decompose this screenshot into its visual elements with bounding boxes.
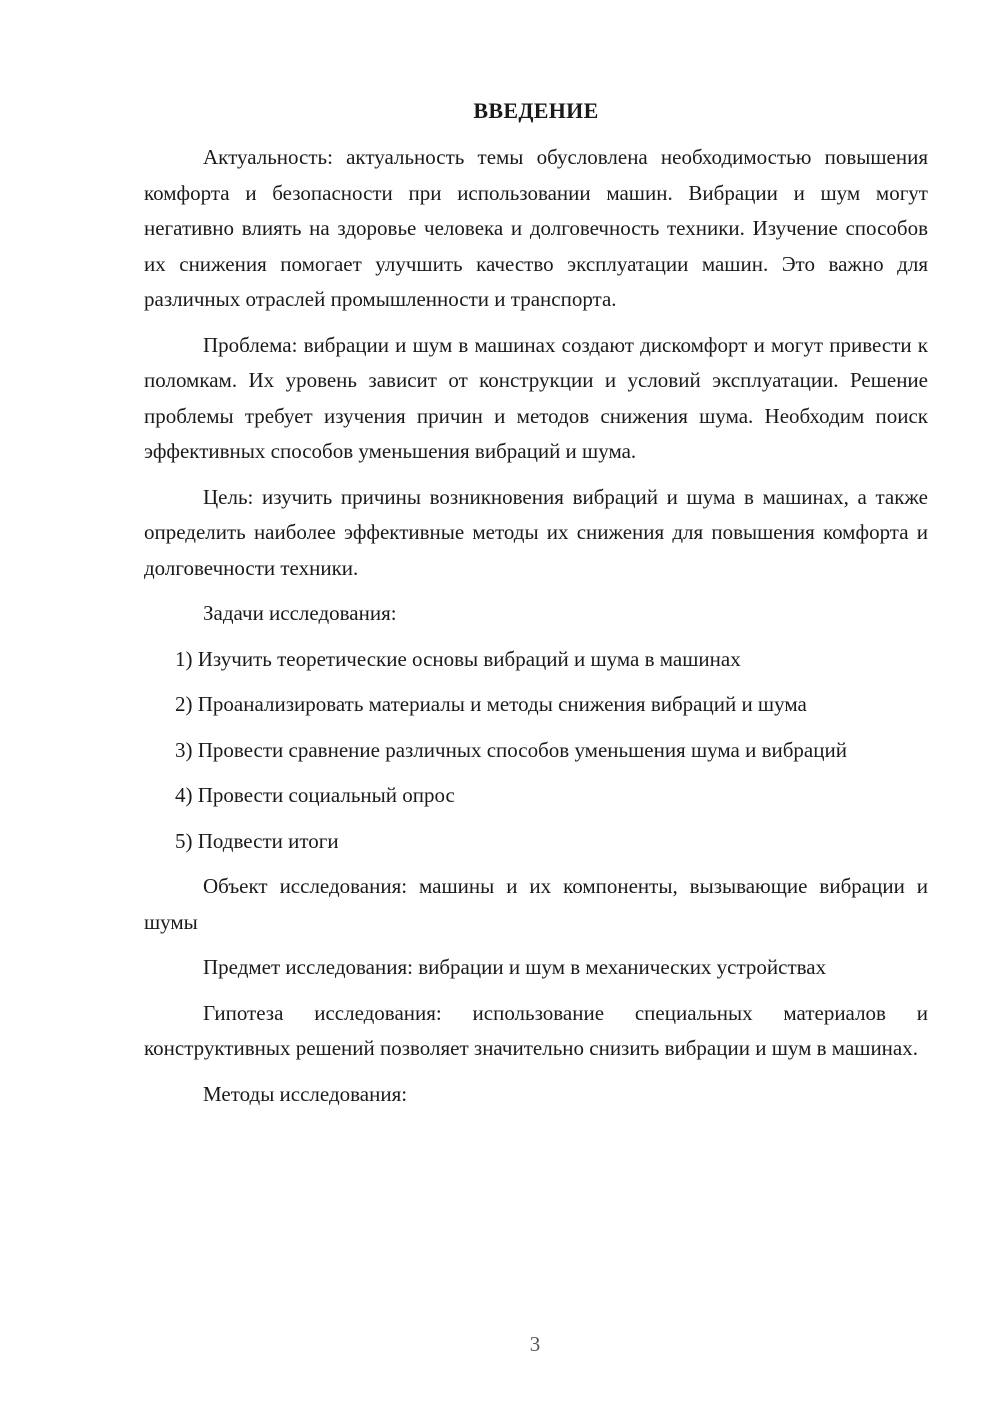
hypothesis-paragraph: Гипотеза исследования: использование специальных материалов и конструктивных решений позволяет значительно снизить вибрации и шум в машинах. [144,1000,928,1060]
section-heading: ВВЕДЕНИЕ [473,98,599,123]
goal-paragraph: Цель: изучить причины возникновения вибраций и шума в машинах, а также определить наиболее эффективные методы их снижения для повышения комфорта и долговечности техники. [144,484,928,580]
page-number: 3 [529,1332,541,1356]
problem-paragraph: Проблема: вибрации и шум в машинах создают дискомфорт и могут привести к поломкам. Их уровень зависит от конструкции и условий эксплуатации. Решение проблемы требует изучения причин и методов снижения шума. Необходим поиск эффективных способов уменьшения вибраций и шума. [144,332,928,463]
relevance-paragraph: Актуальность: актуальность темы обусловлена необходимостью повышения комфорта и безопасности при использовании машин. Вибрации и шум могут негативно влиять на здоровье человека и долговечность техники. Изучение способов их снижения помогает улучшить качество эксплуатации машин. Это важно для различных отраслей промышленности и транспорта. [144,145,928,311]
tasks-heading: Задачи исследования: [203,601,397,625]
task-item-1: 1) Изучить теоретические основы вибраций и шума в машинах [175,646,741,671]
methods-paragraph: Методы исследования: [203,1081,408,1106]
task-item-4: 4) Провести социальный опрос [175,783,455,807]
task-item-5: 5) Подвести итоги [175,828,339,853]
object-paragraph: Объект исследования: машины и их компоненты, вызывающие вибрации и шумы [144,874,928,934]
document-page [144,96,928,1122]
task-item-3: 3) Провести сравнение различных способов уменьшения шума и вибраций [175,737,847,762]
subject-paragraph: Предмет исследования: вибрации и шум в механических устройствах [203,955,827,979]
task-item-2: 2) Проанализировать материалы и методы снижения вибраций и шума [175,692,807,716]
